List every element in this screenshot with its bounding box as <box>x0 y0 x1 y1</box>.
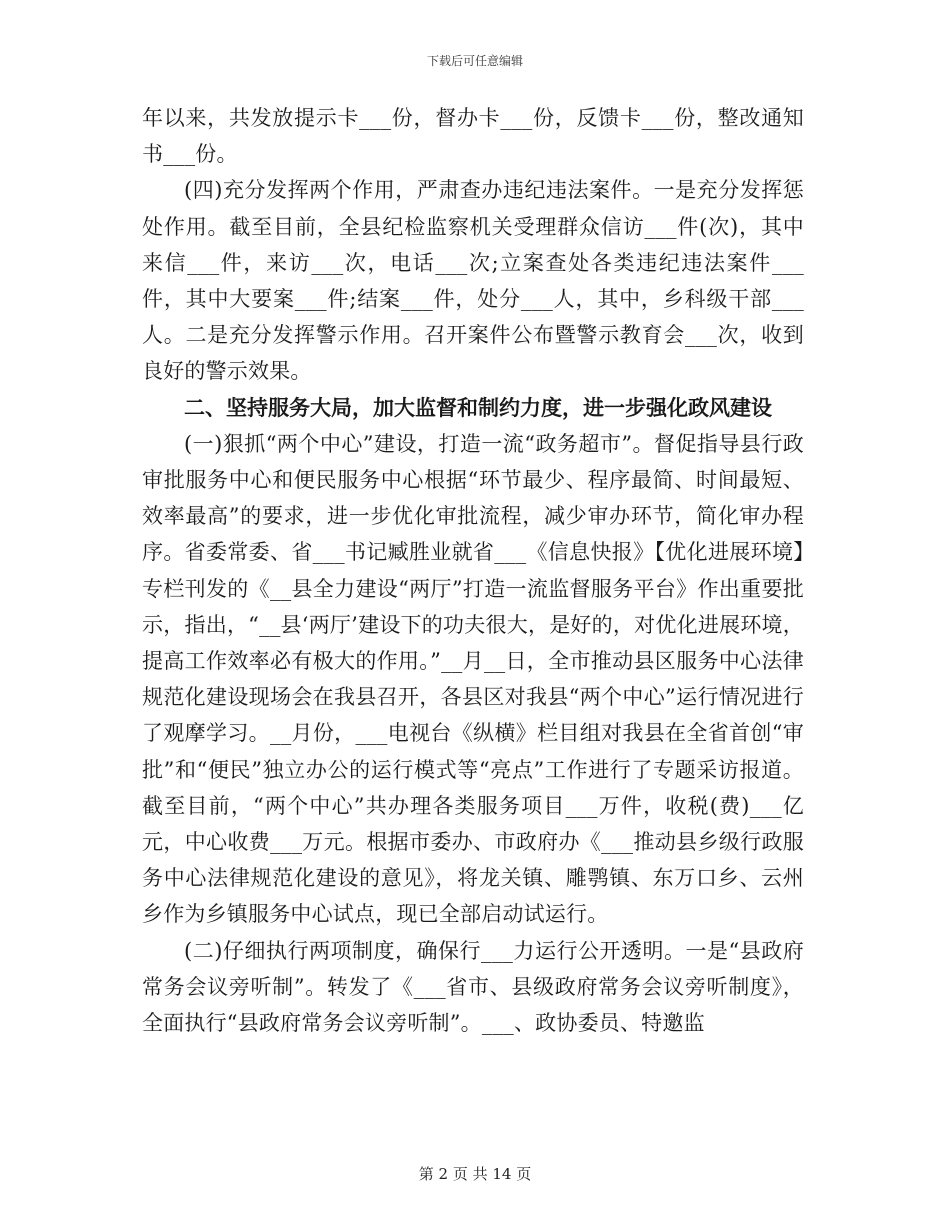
paragraph-1: 年以来，共发放提示卡___份，督办卡___份，反馈卡___份，整改通知书___份。 <box>142 106 804 167</box>
paragraph-4: (二)仔细执行两项制度，确保行___力运行公开透明。一是“县政府常务会议旁听制”。转发了《___省市、县级政府常务会议旁听制度》，全面执行“县政府常务会议旁听制”。___、政协委员、特邀监 <box>142 938 804 1036</box>
paragraph-2: (四)充分发挥两个作用，严肃查办违纪违法案件。一是充分发挥惩处作用。截至目前，全县纪检监察机关受理群众信访___件(次)，其中来信___件，来访___次，电话___次;立案查处各类违纪违法案件___件，其中大要案___件;结案___件，处分___人，其中，乡科级干部___人。二是充分发挥警示作用。召开案件公布暨警示教育会___次，收到良好的警示效果。 <box>142 178 804 384</box>
page-header-note: 下载后可任意编辑 <box>426 54 523 68</box>
page-number: 第 2 页 共 14 页 <box>418 1165 532 1183</box>
paragraph-3: (一)狠抓“两个中心”建设，打造一流“政务超市”。督促指导县行政审批服务中心和便民服务中心根据“环节最少、程序最简、时间最短、效率最高”的要求，进一步优化审批流程，减少审办环节，简化审办程序。省委常委、省___书记臧胜业就省___《信息快报》【优化进展环境】专栏刊发的《__县全力建设“两厅”打造一流监督服务平台》作出重要批示，指出，“__县‘两厅’建设下的功夫很大，是好的，对优化进展环境，提高工作效率必有极大的作用。”__月__日，全市推动县区服务中心法律规范化建设现场会在我县召开，各县区对我县“两个中心”运行情况进行了观摩学习。__月份，___电视台《纵横》栏目组对我县在全省首创“审批”和“便民”独立办公的运行模式等“亮点”工作进行了专题采访报道。截至目前，“两个中心”共办理各类服务项目___万件，收税(费)___亿元，中心收费___万元。根据市委办、市政府办《___推动县乡级行政服务中心法律规范化建设的意见》，将龙关镇、雕鹗镇、东万口乡、云州乡作为乡镇服务中心试点，现已全部启动试运行。 <box>142 431 804 927</box>
section-heading: 二、坚持服务大局，加大监督和制约力度，进一步强化政风建设 <box>184 394 772 420</box>
document-body <box>142 100 804 1041</box>
